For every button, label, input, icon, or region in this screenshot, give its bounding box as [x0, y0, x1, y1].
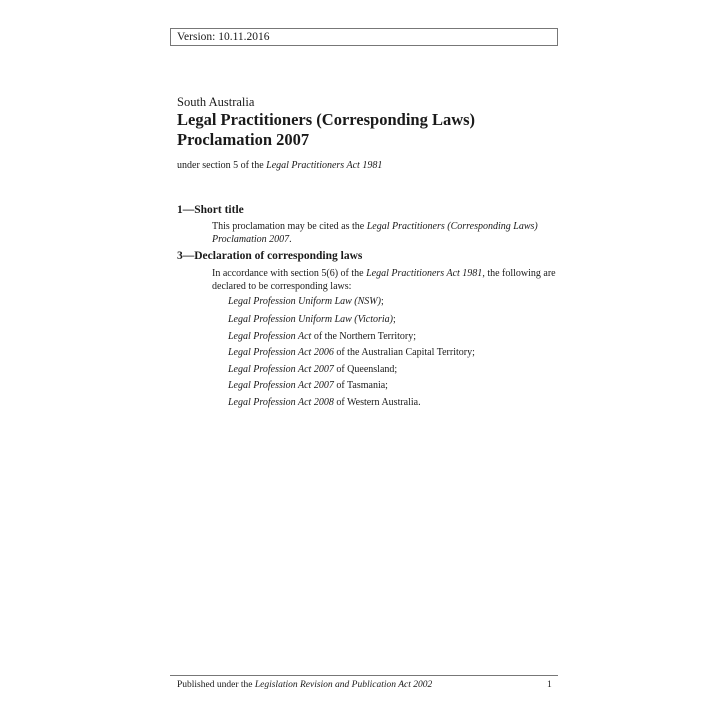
title-line-2: Proclamation 2007 — [177, 130, 310, 149]
footer-act: Legislation Revision and Publication Act 2002 — [254, 680, 433, 690]
law-title: Legal Profession Uniform Law (Victoria) — [228, 314, 393, 325]
under-prefix: under section 5 of the — [177, 160, 267, 171]
law-title: Legal Profession Act 2007 — [228, 364, 334, 375]
law-rest: ; — [393, 314, 396, 325]
footer-divider — [170, 675, 558, 676]
section-3-intro — [212, 268, 557, 293]
law-title: Legal Profession Act — [228, 331, 312, 342]
law-list-item — [228, 331, 416, 343]
section-1-cited-title-cont: Proclamation 2007 — [212, 233, 290, 245]
section-3-intro-line-2: declared to be corresponding laws: — [212, 280, 352, 292]
version-box — [170, 28, 558, 46]
law-title: Legal Profession Act 2007 — [228, 380, 334, 391]
section-1-body — [212, 221, 557, 246]
enabling-provision — [177, 160, 382, 171]
footer-prefix: Published under the — [177, 680, 255, 690]
title-line-1: Legal Practitioners (Corresponding Laws) — [177, 110, 476, 129]
law-rest: of Tasmania; — [333, 380, 388, 391]
section-3-intro-line-1 — [212, 268, 557, 281]
footer-publication-note — [177, 680, 432, 690]
section-3-intro-suffix: , the following are — [482, 268, 556, 279]
under-act: Legal Practitioners Act 1981 — [266, 160, 383, 171]
section-1-line-1 — [212, 221, 557, 234]
law-title: Legal Profession Act 2008 — [228, 397, 334, 408]
law-rest: ; — [380, 296, 384, 307]
section-1-heading: 1—Short title — [177, 204, 244, 216]
law-rest: of the Northern Territory; — [311, 331, 416, 342]
section-1-line-2 — [212, 234, 557, 247]
law-rest: of Western Australia. — [333, 397, 421, 408]
law-title: Legal Profession Uniform Law (NSW) — [228, 296, 381, 307]
law-list-item — [228, 296, 384, 308]
law-list-item — [228, 364, 397, 376]
law-list-item — [228, 397, 421, 409]
law-list-item — [228, 380, 388, 392]
jurisdiction: South Australia — [177, 95, 255, 109]
law-rest: of the Australian Capital Territory; — [333, 347, 475, 358]
section-3-intro-act: Legal Practitioners Act 1981 — [366, 268, 483, 279]
version-label: Version: 10.11.2016 — [177, 31, 270, 43]
page-number: 1 — [547, 680, 552, 690]
law-list-item — [228, 314, 396, 326]
section-3-intro-prefix: In accordance with section 5(6) of the — [212, 268, 367, 279]
section-3-heading: 3—Declaration of corresponding laws — [177, 250, 363, 262]
page-title — [177, 110, 567, 150]
law-title: Legal Profession Act 2006 — [228, 347, 334, 358]
section-1-suffix: . — [289, 233, 292, 245]
law-rest: of Queensland; — [333, 364, 398, 375]
law-list-item — [228, 347, 475, 359]
section-1-prefix: This proclamation may be cited as the — [212, 221, 367, 232]
section-1-cited-title: Legal Practitioners (Corresponding Laws) — [366, 221, 538, 232]
